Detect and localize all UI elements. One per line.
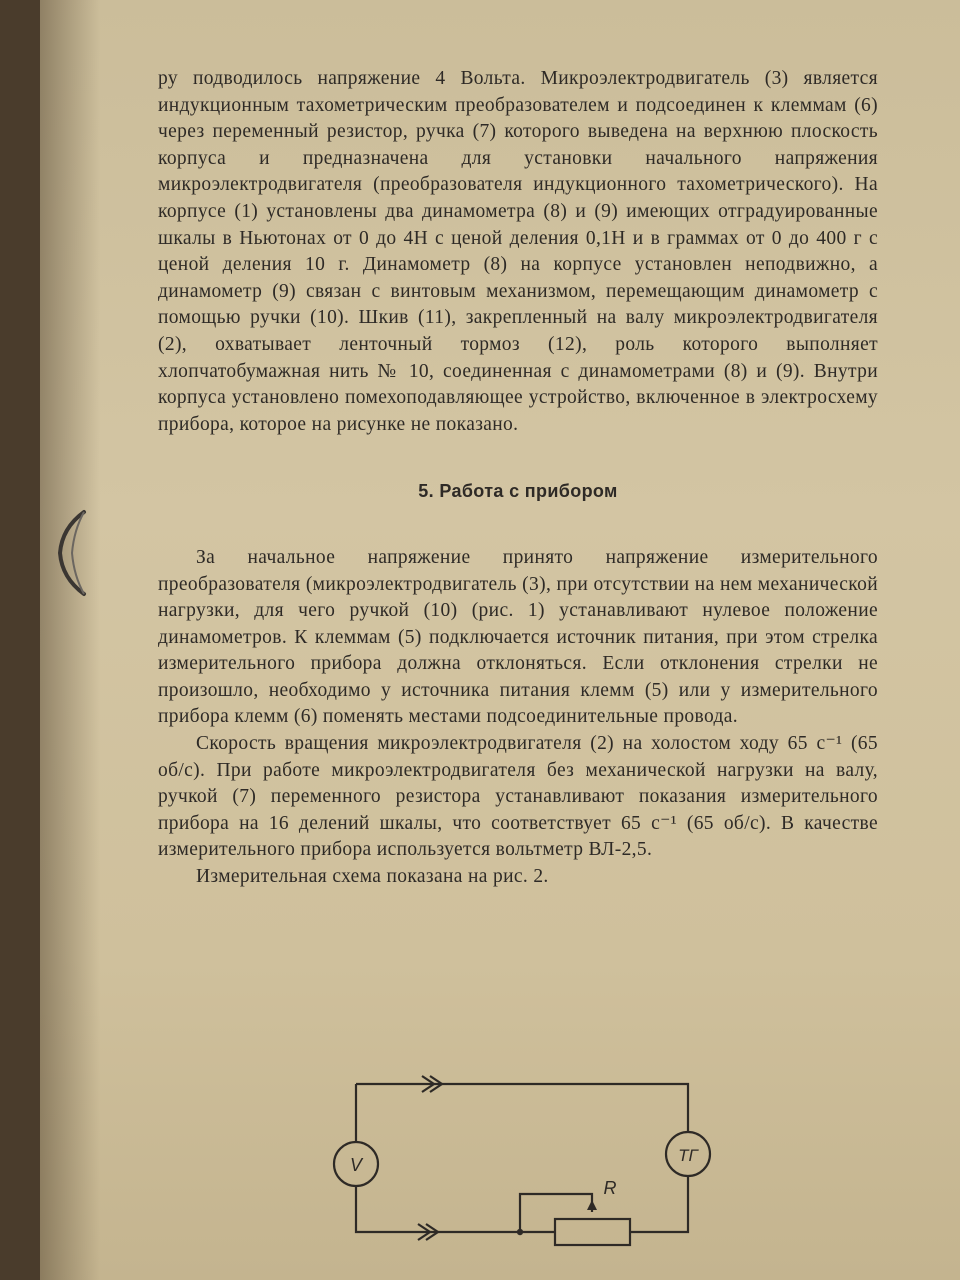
voltmeter-label: V bbox=[349, 1155, 363, 1175]
junction-dot bbox=[517, 1229, 523, 1235]
staple-icon bbox=[54, 508, 94, 598]
tachogenerator-label: ТГ bbox=[678, 1146, 698, 1165]
top-wire bbox=[356, 1084, 688, 1132]
book-page bbox=[40, 0, 960, 1280]
resistor-label: R bbox=[603, 1178, 617, 1198]
paragraph-continuation: ру подводилось напряжение 4 Вольта. Микроэлектродвигатель (3) является индукционным тахометрическим преобразователем и подсоединен к клеммам (6) через переменный резистор, ручка (7) которого выведена на верхнюю плоскость корпуса и предназначена для установки начального напряжения микроэлектродвигателя (преобразователя индукционного тахометрического). На корпусе (1) установлены два динамометра (8) и (9) имеющих отградуированные шкалы в Ньютонах от 0 до 4Н с ценой деления 0,1Н и в граммах от 0 до 400 г с ценой деления 10 г. Динамометр (8) на корпусе установлен неподвижно, а динамометр (9) связан с винтовым механизмом, перемещающим динамометр с помощью ручки (10). Шкив (11), закрепленный на валу микроэлектродвигателя (2), охватывает ленточный тормоз (12), роль которого выполняет хлопчатобумажная нить № 10, соединенная с динамометрами (8) и (9). Внутри корпуса установлено помехоподавляющее устройство, включенное в электросхему прибора, которое на рисунке не показано. bbox=[158, 68, 878, 435]
measurement-circuit-diagram bbox=[310, 1062, 730, 1280]
wiper-arrow-icon bbox=[587, 1200, 597, 1210]
page-text bbox=[158, 66, 878, 891]
resistor-symbol bbox=[555, 1219, 630, 1245]
section-heading: 5. Работа с прибором bbox=[418, 481, 618, 502]
paragraph-rotation-speed: Скорость вращения микроэлектродвигателя (2) на холостом ходу 65 с⁻¹ (65 об/с). При работе микроэлектродвигателя без механической нагрузки на валу, ручкой (7) переменного резистора устанавливают показания измерительного прибора на 16 делений шкалы, что соответствует 65 с⁻¹ (65 об/с). В качестве измерительного прибора используется вольтметр ВЛ-2,5. bbox=[158, 733, 878, 861]
paragraph-initial-voltage: За начальное напряжение принято напряжение измерительного преобразователя (микроэлектродвигатель (3), при отсутствии на нем механической нагрузки, для чего ручкой (10) (рис. 1) устанавливают нулевое положение динамометров. К клеммам (5) подключается источник питания, при этом стрелка измерительного прибора должна отклоняться. Если отклонения стрелки не произошло, необходимо у источника питания клемм (5) или у измерительного прибора клемм (6) поменять местами подсоединительные провода. bbox=[158, 546, 878, 728]
left-wire bbox=[356, 1084, 520, 1232]
paragraph-figure-reference: Измерительная схема показана на рис. 2. bbox=[196, 866, 549, 888]
right-wire bbox=[630, 1176, 688, 1232]
